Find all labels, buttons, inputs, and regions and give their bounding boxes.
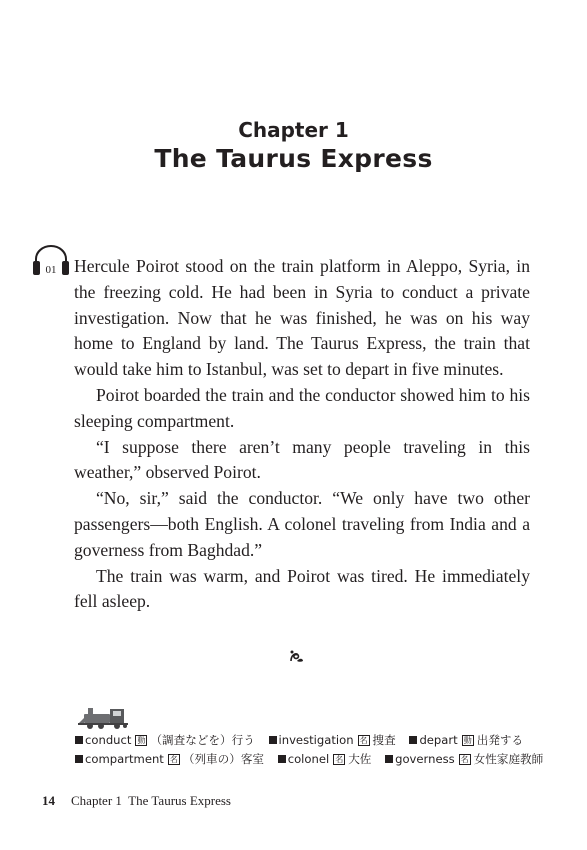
bullet-square-icon bbox=[75, 755, 83, 763]
vocab-word: conduct bbox=[85, 733, 132, 747]
vocab-word: investigation bbox=[278, 733, 354, 747]
part-of-speech-badge: 動 bbox=[137, 736, 146, 745]
vocabulary-list bbox=[75, 731, 545, 769]
vocab-entry bbox=[269, 733, 396, 747]
vocab-word: depart bbox=[419, 733, 458, 747]
vocab-word: governess bbox=[395, 752, 455, 766]
vocab-entry bbox=[409, 733, 523, 747]
paragraph: “No, sir,” said the conductor. “We only have two other passengers—both English. A colonel traveling from India and a governess from Baghdad.” bbox=[74, 488, 530, 560]
running-head: Chapter 1 The Taurus Express bbox=[71, 793, 231, 808]
vocab-entry bbox=[75, 752, 264, 766]
bullet-square-icon bbox=[385, 755, 393, 763]
vocab-meaning: （調査などを）行う bbox=[150, 733, 255, 747]
chapter-label: Chapter 1 bbox=[238, 118, 349, 142]
vocabulary-line bbox=[75, 731, 545, 750]
vocabulary-line bbox=[75, 750, 545, 769]
story-text bbox=[74, 254, 530, 615]
paragraph: Poirot boarded the train and the conductor showed him to his sleeping compartment. bbox=[74, 384, 530, 431]
vocab-meaning: （列車の）客室 bbox=[182, 752, 265, 766]
part-of-speech-badge: 名 bbox=[169, 755, 178, 764]
audio-track-number: 01 bbox=[45, 264, 57, 276]
bullet-square-icon bbox=[269, 736, 277, 744]
vocab-word: colonel bbox=[287, 752, 330, 766]
page-number: 14 bbox=[42, 793, 55, 808]
headphones-icon[interactable] bbox=[31, 244, 71, 278]
part-of-speech-badge: 動 bbox=[463, 736, 472, 745]
part-of-speech-badge: 名 bbox=[335, 755, 344, 764]
paragraph: The train was warm, and Poirot was tired. He immediately fell asleep. bbox=[74, 565, 530, 612]
vocab-meaning: 捜査 bbox=[372, 733, 396, 747]
bullet-square-icon bbox=[75, 736, 83, 744]
paragraph: “I suppose there aren’t many people traveling in this weather,” observed Poirot. bbox=[74, 436, 530, 483]
vocab-meaning: 出発する bbox=[476, 733, 524, 747]
fleuron-icon bbox=[289, 649, 305, 663]
bullet-square-icon bbox=[278, 755, 286, 763]
chapter-title: The Taurus Express bbox=[154, 144, 433, 173]
part-of-speech-badge: 名 bbox=[359, 736, 368, 745]
vocab-entry bbox=[385, 752, 543, 766]
vocab-word: compartment bbox=[85, 752, 164, 766]
page-footer bbox=[42, 792, 231, 810]
vocab-meaning: 女性家庭教師 bbox=[473, 752, 544, 766]
paragraph: Hercule Poirot stood on the train platform in Aleppo, Syria, in the freezing cold. He had been in Syria to conduct a private investigation. Now that he was finished, he was on his way home to England by land. The Taurus Express, the train that would take him to Istanbul, was set to depart in five minutes. bbox=[74, 256, 530, 380]
part-of-speech-badge: 名 bbox=[460, 755, 469, 764]
bullet-square-icon bbox=[409, 736, 417, 744]
steam-train-icon bbox=[76, 705, 132, 729]
vocab-meaning: 大佐 bbox=[348, 752, 372, 766]
vocab-entry bbox=[75, 733, 255, 747]
vocab-entry bbox=[278, 752, 372, 766]
